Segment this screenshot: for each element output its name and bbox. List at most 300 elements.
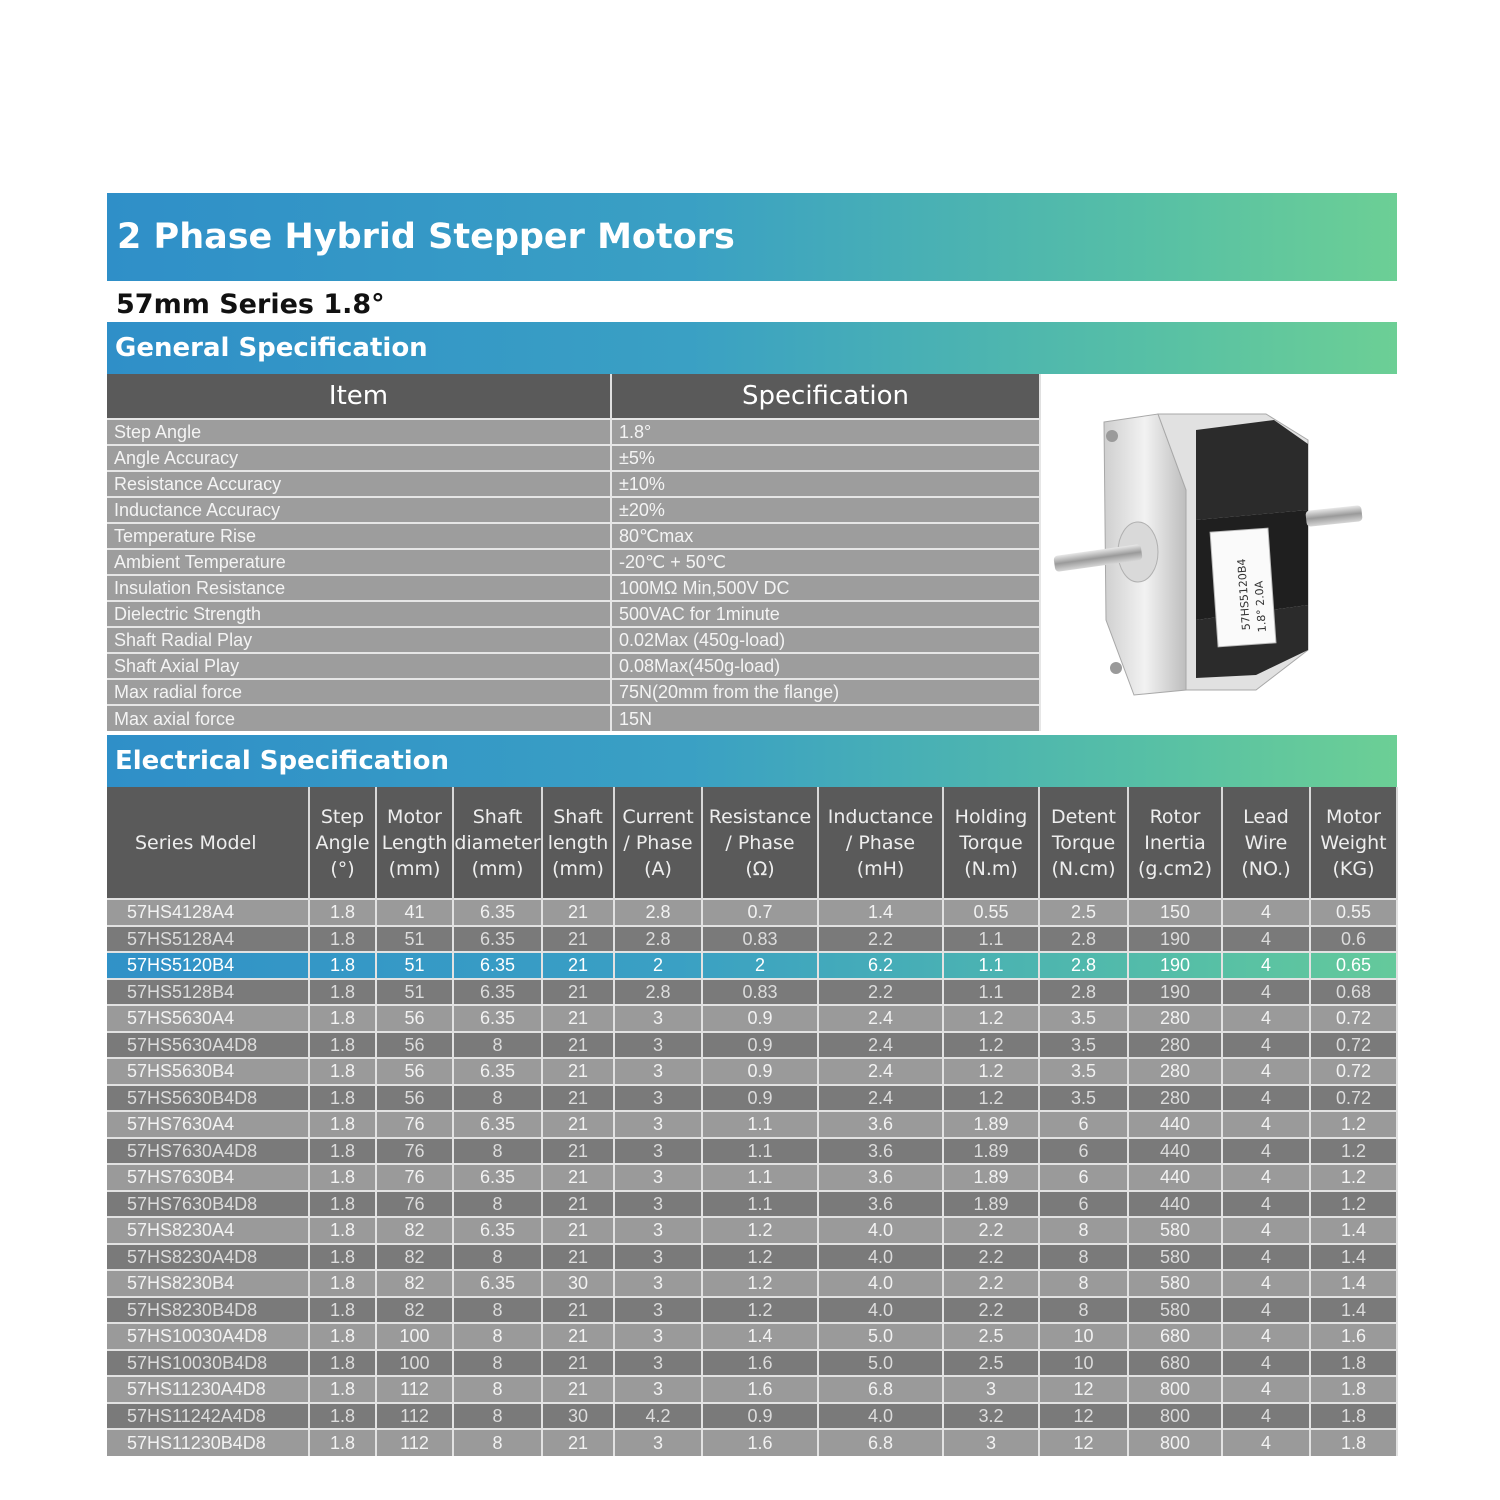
- general-spec-title: General Specification: [115, 333, 428, 363]
- value-cell: 1.2: [943, 1032, 1039, 1059]
- value-cell: 1.8: [309, 1270, 376, 1297]
- value-cell: 3: [614, 1032, 702, 1059]
- model-cell: 57HS8230A4D8: [107, 1244, 309, 1271]
- model-cell: 57HS5120B4: [107, 952, 309, 979]
- electrical-spec-title: Electrical Specification: [115, 746, 450, 776]
- header-line: Inductance: [827, 805, 934, 828]
- value-cell: 0.72: [1310, 1085, 1397, 1112]
- spec-item-label: Shaft Axial Play: [107, 653, 611, 679]
- value-cell: 800: [1128, 1403, 1222, 1430]
- value-cell: 8: [453, 1429, 542, 1456]
- electrical-spec-row: [107, 1403, 1397, 1430]
- electrical-spec-row: [107, 1323, 1397, 1350]
- header-line: / Phase: [845, 831, 916, 854]
- electrical-spec-row: [107, 1429, 1397, 1456]
- spec-item-label: Shaft Radial Play: [107, 627, 611, 653]
- value-cell: 4: [1222, 1403, 1310, 1430]
- header-line: Shaft: [472, 805, 523, 828]
- value-cell: 3: [614, 1429, 702, 1456]
- spec-item-value: ±20%: [611, 497, 1040, 523]
- value-cell: 3.6: [818, 1164, 943, 1191]
- header-line: (mH): [856, 857, 905, 880]
- electrical-spec-row: [107, 1270, 1397, 1297]
- value-cell: 8: [453, 1244, 542, 1271]
- header-line: (N.cm): [1051, 857, 1116, 880]
- value-cell: 280: [1128, 1085, 1222, 1112]
- value-cell: 2.5: [943, 1350, 1039, 1377]
- spec-item-label: Dielectric Strength: [107, 601, 611, 627]
- model-cell: 57HS5128B4: [107, 979, 309, 1006]
- value-cell: 1.8: [309, 1350, 376, 1377]
- header-line: (mm): [552, 857, 604, 880]
- value-cell: 1.8: [1310, 1350, 1397, 1377]
- value-cell: 6.35: [453, 1005, 542, 1032]
- value-cell: 21: [542, 1164, 614, 1191]
- value-cell: 112: [376, 1403, 453, 1430]
- spec-item-value: 100MΩ Min,500V DC: [611, 575, 1040, 601]
- general-spec-row: [107, 419, 1040, 445]
- spec-item-value: 15N: [611, 705, 1040, 731]
- value-cell: 1.89: [943, 1111, 1039, 1138]
- value-cell: 6.35: [453, 926, 542, 953]
- value-cell: 1.8: [309, 1032, 376, 1059]
- general-spec-body: [107, 419, 1040, 731]
- value-cell: 190: [1128, 979, 1222, 1006]
- value-cell: 6.35: [453, 899, 542, 926]
- header-line: Motor: [1326, 805, 1381, 828]
- rotor-inertia-column-header: [1128, 787, 1222, 899]
- value-cell: 3.5: [1039, 1058, 1128, 1085]
- series-model-column-header: Series Model: [107, 787, 309, 899]
- value-cell: 4: [1222, 899, 1310, 926]
- spec-item-value: 80℃max: [611, 523, 1040, 549]
- value-cell: 680: [1128, 1350, 1222, 1377]
- value-cell: 4: [1222, 1138, 1310, 1165]
- holding-torque-column-header: [943, 787, 1039, 899]
- value-cell: 2: [614, 952, 702, 979]
- value-cell: 1.8: [309, 1164, 376, 1191]
- value-cell: 1.1: [943, 979, 1039, 1006]
- electrical-spec-row: [107, 1032, 1397, 1059]
- model-cell: 57HS4128A4: [107, 899, 309, 926]
- value-cell: 5.0: [818, 1350, 943, 1377]
- value-cell: 2.4: [818, 1005, 943, 1032]
- general-spec-banner: [107, 322, 1397, 374]
- value-cell: 190: [1128, 926, 1222, 953]
- value-cell: 4: [1222, 1376, 1310, 1403]
- value-cell: 21: [542, 1297, 614, 1324]
- electrical-spec-row: [107, 1085, 1397, 1112]
- electrical-spec-row: [107, 1297, 1397, 1324]
- value-cell: 21: [542, 1350, 614, 1377]
- motor-weight-column-header: [1310, 787, 1397, 899]
- value-cell: 3.6: [818, 1191, 943, 1218]
- shaft-diameter-column-header: [453, 787, 542, 899]
- model-cell: 57HS11242A4D8: [107, 1403, 309, 1430]
- value-cell: 56: [376, 1005, 453, 1032]
- model-cell: 57HS11230A4D8: [107, 1376, 309, 1403]
- general-spec-row: [107, 705, 1040, 731]
- motor-label-model: 57HS5120B4: [1235, 558, 1253, 631]
- value-cell: 0.55: [943, 899, 1039, 926]
- spec-item-label: Resistance Accuracy: [107, 471, 611, 497]
- value-cell: 680: [1128, 1323, 1222, 1350]
- general-spec-row: [107, 575, 1040, 601]
- header-line: (KG): [1332, 857, 1375, 880]
- value-cell: 1.8: [309, 1005, 376, 1032]
- value-cell: 3: [614, 1191, 702, 1218]
- model-cell: 57HS11230B4D8: [107, 1429, 309, 1456]
- value-cell: 4: [1222, 1032, 1310, 1059]
- value-cell: 4: [1222, 1297, 1310, 1324]
- value-cell: 21: [542, 1376, 614, 1403]
- page-title-banner: [107, 193, 1397, 281]
- value-cell: 76: [376, 1138, 453, 1165]
- shaft-length-column-header: [542, 787, 614, 899]
- value-cell: 4: [1222, 1191, 1310, 1218]
- electrical-spec-row: [107, 1138, 1397, 1165]
- value-cell: 3: [614, 1138, 702, 1165]
- value-cell: 2.2: [943, 1270, 1039, 1297]
- value-cell: 6.8: [818, 1429, 943, 1456]
- value-cell: 21: [542, 979, 614, 1006]
- header-line: (Ω): [745, 857, 775, 880]
- value-cell: 4: [1222, 1085, 1310, 1112]
- value-cell: 21: [542, 1085, 614, 1112]
- value-cell: 3: [614, 1111, 702, 1138]
- value-cell: 8: [453, 1350, 542, 1377]
- value-cell: 41: [376, 899, 453, 926]
- header-line: Motor: [387, 805, 442, 828]
- value-cell: 3: [943, 1376, 1039, 1403]
- value-cell: 21: [542, 1111, 614, 1138]
- value-cell: 1.1: [702, 1191, 818, 1218]
- electrical-spec-row: [107, 1058, 1397, 1085]
- value-cell: 8: [1039, 1244, 1128, 1271]
- model-cell: 57HS10030A4D8: [107, 1323, 309, 1350]
- spec-item-label: Inductance Accuracy: [107, 497, 611, 523]
- value-cell: 1.4: [1310, 1270, 1397, 1297]
- value-cell: 2.8: [1039, 926, 1128, 953]
- general-spec-row: [107, 445, 1040, 471]
- value-cell: 76: [376, 1191, 453, 1218]
- value-cell: 4: [1222, 979, 1310, 1006]
- page-title: 2 Phase Hybrid Stepper Motors: [117, 217, 735, 257]
- value-cell: 8: [453, 1032, 542, 1059]
- value-cell: 1.8: [1310, 1429, 1397, 1456]
- value-cell: 1.8: [309, 1111, 376, 1138]
- value-cell: 1.6: [702, 1350, 818, 1377]
- value-cell: 12: [1039, 1376, 1128, 1403]
- header-line: (N.m): [964, 857, 1018, 880]
- value-cell: 280: [1128, 1058, 1222, 1085]
- value-cell: 0.72: [1310, 1058, 1397, 1085]
- value-cell: 1.6: [1310, 1323, 1397, 1350]
- value-cell: 4: [1222, 1270, 1310, 1297]
- value-cell: 1.4: [1310, 1244, 1397, 1271]
- value-cell: 56: [376, 1032, 453, 1059]
- value-cell: 1.2: [1310, 1191, 1397, 1218]
- value-cell: 1.8: [309, 952, 376, 979]
- value-cell: 1.8: [309, 1323, 376, 1350]
- value-cell: 1.1: [702, 1138, 818, 1165]
- value-cell: 12: [1039, 1429, 1128, 1456]
- lead-wire-column-header: [1222, 787, 1310, 899]
- value-cell: 0.83: [702, 926, 818, 953]
- resistance-column-header: [702, 787, 818, 899]
- model-cell: 57HS8230B4: [107, 1270, 309, 1297]
- value-cell: 2.2: [818, 979, 943, 1006]
- general-spec-row: [107, 601, 1040, 627]
- value-cell: 51: [376, 926, 453, 953]
- value-cell: 1.8: [1310, 1376, 1397, 1403]
- value-cell: 21: [542, 1429, 614, 1456]
- value-cell: 2.5: [943, 1323, 1039, 1350]
- electrical-spec-row: [107, 926, 1397, 953]
- electrical-spec-row: [107, 979, 1397, 1006]
- value-cell: 1.8: [309, 1138, 376, 1165]
- value-cell: 4.0: [818, 1403, 943, 1430]
- header-line: Shaft: [553, 805, 603, 828]
- series-subtitle: 57mm Series 1.8°: [116, 288, 385, 320]
- value-cell: 1.8: [1310, 1403, 1397, 1430]
- spec-item-label: Angle Accuracy: [107, 445, 611, 471]
- value-cell: 2.2: [943, 1217, 1039, 1244]
- general-spec-header-row: [107, 374, 1040, 419]
- model-cell: 57HS5630B4: [107, 1058, 309, 1085]
- header-line: Weight: [1320, 831, 1387, 854]
- header-line: (mm): [471, 857, 524, 880]
- value-cell: 3: [614, 1005, 702, 1032]
- value-cell: 21: [542, 1191, 614, 1218]
- value-cell: 8: [453, 1323, 542, 1350]
- spec-item-label: Temperature Rise: [107, 523, 611, 549]
- motor-length-column-header: [376, 787, 453, 899]
- current-column-header: [614, 787, 702, 899]
- value-cell: 1.6: [702, 1429, 818, 1456]
- value-cell: 51: [376, 979, 453, 1006]
- spec-item-label: Insulation Resistance: [107, 575, 611, 601]
- value-cell: 3: [614, 1244, 702, 1271]
- value-cell: 1.1: [943, 926, 1039, 953]
- value-cell: 100: [376, 1323, 453, 1350]
- spec-item-label: Max radial force: [107, 679, 611, 705]
- electrical-spec-row: [107, 1244, 1397, 1271]
- value-cell: 76: [376, 1111, 453, 1138]
- general-spec-row: [107, 653, 1040, 679]
- value-cell: 1.8: [309, 1217, 376, 1244]
- value-cell: 280: [1128, 1005, 1222, 1032]
- value-cell: 8: [453, 1297, 542, 1324]
- value-cell: 3.6: [818, 1111, 943, 1138]
- value-cell: 6.35: [453, 1270, 542, 1297]
- electrical-spec-row: [107, 1376, 1397, 1403]
- value-cell: 1.1: [702, 1164, 818, 1191]
- value-cell: 112: [376, 1376, 453, 1403]
- header-line: / Phase: [623, 831, 693, 854]
- value-cell: 6: [1039, 1164, 1128, 1191]
- value-cell: 6.35: [453, 979, 542, 1006]
- value-cell: 280: [1128, 1032, 1222, 1059]
- electrical-spec-row: [107, 1111, 1397, 1138]
- value-cell: 2.5: [1039, 899, 1128, 926]
- value-cell: 3: [614, 1217, 702, 1244]
- value-cell: 580: [1128, 1270, 1222, 1297]
- motor-label-rating: 1.8° 2.0A: [1252, 580, 1269, 633]
- value-cell: 0.55: [1310, 899, 1397, 926]
- value-cell: 440: [1128, 1138, 1222, 1165]
- value-cell: 800: [1128, 1376, 1222, 1403]
- header-line: Lead: [1243, 805, 1289, 828]
- header-line: Wire: [1244, 831, 1288, 854]
- motor-rear-shaft: [1305, 505, 1362, 527]
- value-cell: 4.0: [818, 1244, 943, 1271]
- specification-column-header: Specification: [611, 374, 1040, 419]
- value-cell: 4: [1222, 952, 1310, 979]
- detent-torque-column-header: [1039, 787, 1128, 899]
- value-cell: 8: [453, 1376, 542, 1403]
- model-cell: 57HS7630A4: [107, 1111, 309, 1138]
- value-cell: 6.2: [818, 952, 943, 979]
- value-cell: 1.1: [702, 1111, 818, 1138]
- value-cell: 8: [1039, 1270, 1128, 1297]
- value-cell: 4: [1222, 1217, 1310, 1244]
- value-cell: 3: [614, 1323, 702, 1350]
- value-cell: 1.89: [943, 1164, 1039, 1191]
- value-cell: 3: [943, 1429, 1039, 1456]
- value-cell: 6.35: [453, 952, 542, 979]
- spec-item-value: 0.08Max(450g-load): [611, 653, 1040, 679]
- value-cell: 82: [376, 1244, 453, 1271]
- value-cell: 3.5: [1039, 1032, 1128, 1059]
- value-cell: 1.2: [943, 1005, 1039, 1032]
- value-cell: 6: [1039, 1191, 1128, 1218]
- spec-item-value: 500VAC for 1minute: [611, 601, 1040, 627]
- value-cell: 5.0: [818, 1323, 943, 1350]
- value-cell: 1.2: [1310, 1111, 1397, 1138]
- header-line: (NO.): [1241, 857, 1291, 880]
- value-cell: 21: [542, 1323, 614, 1350]
- value-cell: 8: [453, 1085, 542, 1112]
- header-line: Torque: [959, 831, 1023, 854]
- general-spec-row: [107, 497, 1040, 523]
- general-spec-row: [107, 549, 1040, 575]
- value-cell: 1.2: [702, 1217, 818, 1244]
- value-cell: 1.8: [309, 1403, 376, 1430]
- electrical-spec-row: [107, 952, 1397, 979]
- electrical-spec-banner: [107, 735, 1397, 787]
- spec-item-value: 75N(20mm from the flange): [611, 679, 1040, 705]
- value-cell: 21: [542, 1005, 614, 1032]
- header-line: diameter: [454, 831, 541, 854]
- header-line: (A): [644, 857, 672, 880]
- value-cell: 4: [1222, 1058, 1310, 1085]
- value-cell: 2.2: [943, 1297, 1039, 1324]
- value-cell: 56: [376, 1085, 453, 1112]
- value-cell: 21: [542, 1032, 614, 1059]
- value-cell: 3.2: [943, 1403, 1039, 1430]
- general-spec-row: [107, 523, 1040, 549]
- value-cell: 580: [1128, 1297, 1222, 1324]
- electrical-spec-body: [107, 899, 1397, 1456]
- electrical-spec-row: [107, 899, 1397, 926]
- value-cell: 1.4: [818, 899, 943, 926]
- value-cell: 3: [614, 1350, 702, 1377]
- value-cell: 6: [1039, 1138, 1128, 1165]
- value-cell: 100: [376, 1350, 453, 1377]
- inductance-column-header: [818, 787, 943, 899]
- value-cell: 6.35: [453, 1217, 542, 1244]
- model-cell: 57HS5630A4D8: [107, 1032, 309, 1059]
- step-angle-column-header: [309, 787, 376, 899]
- value-cell: 30: [542, 1403, 614, 1430]
- value-cell: 4: [1222, 1323, 1310, 1350]
- value-cell: 4: [1222, 1350, 1310, 1377]
- value-cell: 4: [1222, 1429, 1310, 1456]
- value-cell: 12: [1039, 1403, 1128, 1430]
- value-cell: 21: [542, 1058, 614, 1085]
- value-cell: 2.8: [614, 979, 702, 1006]
- value-cell: 21: [542, 899, 614, 926]
- electrical-spec-row: [107, 1217, 1397, 1244]
- header-line: Angle: [315, 831, 370, 854]
- value-cell: 1.8: [309, 1376, 376, 1403]
- general-spec-table: [107, 374, 1041, 731]
- value-cell: 2.2: [818, 926, 943, 953]
- value-cell: 800: [1128, 1429, 1222, 1456]
- value-cell: 580: [1128, 1244, 1222, 1271]
- value-cell: 0.9: [702, 1403, 818, 1430]
- value-cell: 82: [376, 1270, 453, 1297]
- value-cell: 440: [1128, 1164, 1222, 1191]
- value-cell: 1.8: [309, 1085, 376, 1112]
- model-cell: 57HS5630A4: [107, 1005, 309, 1032]
- value-cell: 440: [1128, 1191, 1222, 1218]
- value-cell: 3: [614, 1270, 702, 1297]
- header-line: Resistance: [708, 805, 812, 828]
- model-cell: 57HS8230A4: [107, 1217, 309, 1244]
- value-cell: 4: [1222, 1164, 1310, 1191]
- value-cell: 6.35: [453, 1111, 542, 1138]
- value-cell: 1.2: [1310, 1138, 1397, 1165]
- value-cell: 1.4: [1310, 1297, 1397, 1324]
- header-line: Detent: [1051, 805, 1116, 828]
- value-cell: 2.8: [1039, 952, 1128, 979]
- value-cell: 3.5: [1039, 1085, 1128, 1112]
- value-cell: 3.6: [818, 1138, 943, 1165]
- spec-item-value: ±5%: [611, 445, 1040, 471]
- value-cell: 0.72: [1310, 1032, 1397, 1059]
- value-cell: 4: [1222, 1005, 1310, 1032]
- header-line: / Phase: [725, 831, 795, 854]
- value-cell: 2.8: [614, 926, 702, 953]
- value-cell: 2.8: [614, 899, 702, 926]
- value-cell: 8: [453, 1403, 542, 1430]
- model-cell: 57HS5630B4D8: [107, 1085, 309, 1112]
- value-cell: 1.8: [309, 899, 376, 926]
- general-spec-row: [107, 679, 1040, 705]
- value-cell: 0.9: [702, 1085, 818, 1112]
- header-line: (mm): [388, 857, 441, 880]
- spec-item-label: Step Angle: [107, 419, 611, 445]
- value-cell: 1.8: [309, 1058, 376, 1085]
- value-cell: 0.9: [702, 1005, 818, 1032]
- value-cell: 0.65: [1310, 952, 1397, 979]
- value-cell: 6.35: [453, 1058, 542, 1085]
- value-cell: 2.4: [818, 1085, 943, 1112]
- spec-item-value: 1.8°: [611, 419, 1040, 445]
- electrical-spec-row: [107, 1005, 1397, 1032]
